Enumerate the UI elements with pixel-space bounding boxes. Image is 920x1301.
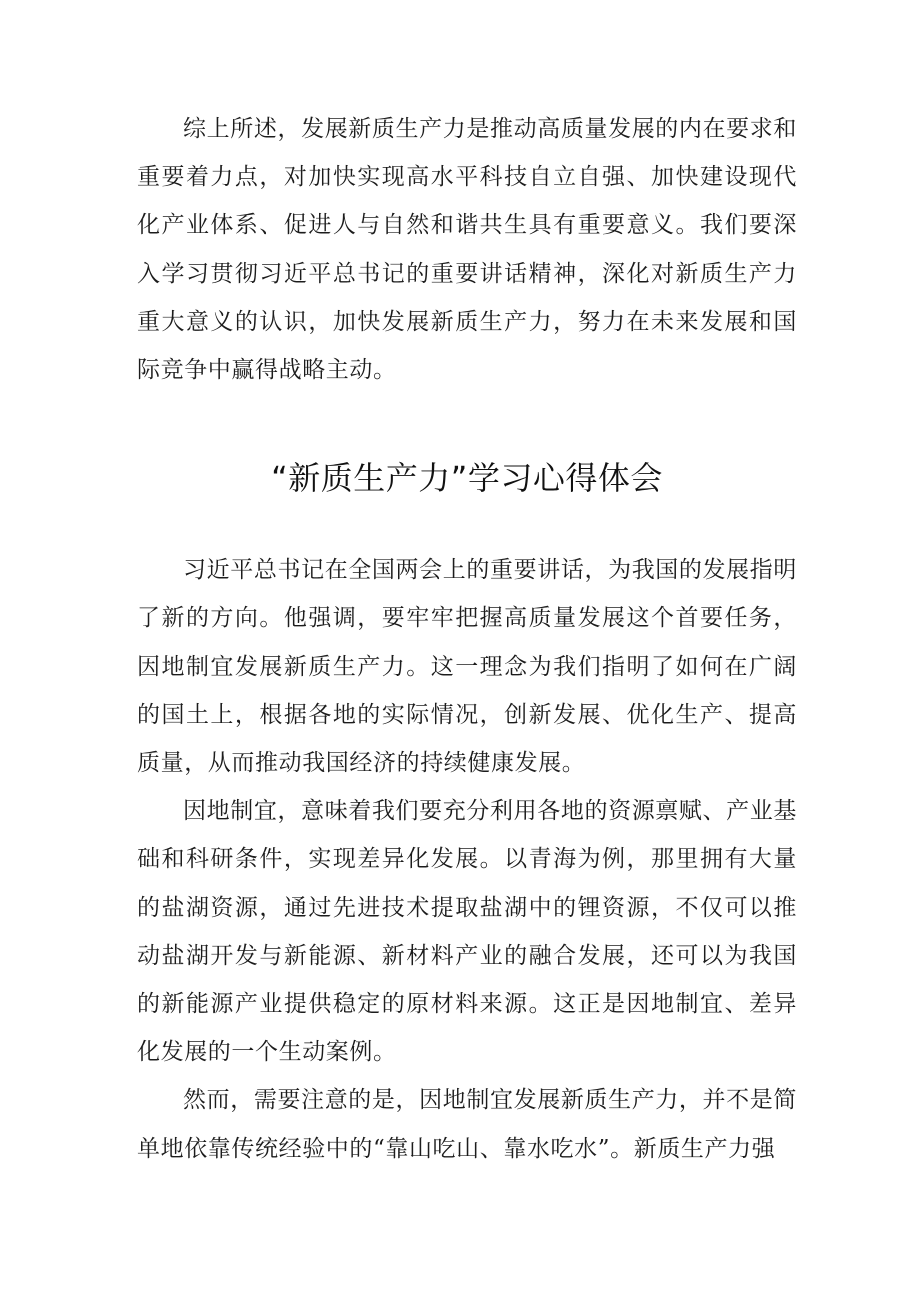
paragraph-3: 然而，需要注意的是，因地制宜发展新质生产力，并不是简单地依靠传统经验中的“靠山吃山、靠水吃水”。新质生产力强 (137, 1087, 797, 1162)
paragraph-2: 因地制宜，意味着我们要充分利用各地的资源禀赋、产业基础和科研条件，实现差异化发展。以青海为例，那里拥有大量的盐湖资源，通过先进技术提取盐湖中的锂资源，不仅可以推动盐湖开发与新能源、新材料产业的融合发展，还可以为我国的新能源产业提供稳定的原材料来源。这正是因地制宜、差异化发展的一个生动案例。 (137, 798, 797, 1066)
paragraph-1: 习近平总书记在全国两会上的重要讲话，为我国的发展指明了新的方向。他强调，要牢牢把握高质量发展这个首要任务，因地制宜发展新质生产力。这一理念为我们指明了如何在广阔的国土上，根据各地的实际情况，创新发展、优化生产、提高质量，从而推动我国经济的持续健康发展。 (137, 557, 797, 777)
paragraph-conclusion: 综上所述，发展新质生产力是推动高质量发展的内在要求和重要着力点，对加快实现高水平科技自立自强、加快建设现代化产业体系、促进人与自然和谐共生具有重要意义。我们要深入学习贯彻习近平总书记的重要讲话精神，深化对新质生产力重大意义的认识，加快发展新质生产力，努力在未来发展和国际竞争中赢得战略主动。 (137, 116, 797, 384)
document-title: “新质生产力”学习心得体会 (271, 459, 663, 498)
document-body (137, 105, 797, 1173)
